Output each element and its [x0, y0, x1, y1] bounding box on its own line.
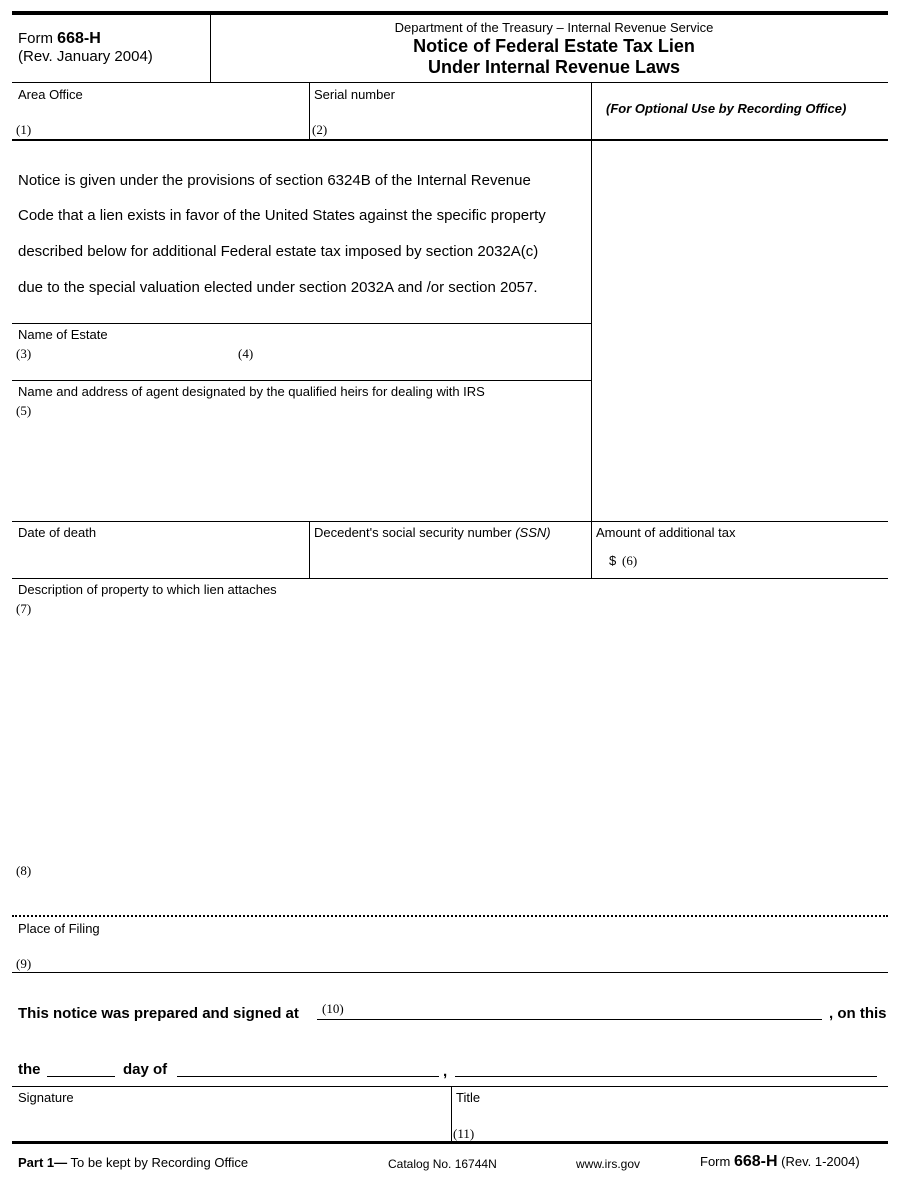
name-of-estate-label: Name of Estate — [18, 327, 108, 342]
notice-line-3: described below for additional Federal estate tax imposed by section 2032A(c) — [18, 243, 539, 260]
notice-line-2: Code that a lien exists in favor of the United States against the specific property — [18, 207, 546, 224]
top-rule — [12, 11, 888, 15]
signature-field[interactable] — [12, 1087, 450, 1140]
agent-field[interactable] — [12, 381, 591, 521]
title-field[interactable] — [452, 1087, 888, 1140]
row-rule — [12, 139, 888, 141]
notice-line-4: due to the special valuation elected under section 2032A and /or section 2057. — [18, 279, 538, 296]
additional-tax-label: Amount of additional tax — [596, 525, 736, 540]
place-of-filing-marker: (9) — [16, 956, 32, 971]
title-marker: (11) — [453, 1126, 475, 1141]
form-id-block — [18, 30, 153, 66]
form-title-line2: Under Internal Revenue Laws — [427, 57, 681, 77]
date-of-death-label: Date of death — [18, 525, 97, 540]
date-comma: , — [443, 1063, 448, 1080]
property-description-field[interactable] — [12, 579, 888, 915]
day-of-text: day of — [123, 1061, 168, 1078]
row-rule — [12, 972, 888, 973]
area-office-marker: (1) — [16, 122, 32, 137]
agency-name: Department of the Treasury – Internal Revenue Service — [394, 20, 714, 35]
dotted-divider — [12, 915, 888, 917]
footer-form-prefix: Form — [700, 1154, 731, 1169]
agent-marker: (5) — [16, 403, 32, 418]
footer-form-revision: (Rev. 1-2004) — [781, 1154, 860, 1169]
footer-part-text: To be kept by Recording Office — [70, 1155, 249, 1170]
name-of-estate-marker-4: (4) — [238, 346, 254, 361]
prepared-text: This notice was prepared and signed at — [18, 1005, 299, 1022]
serial-number-label: Serial number — [314, 87, 395, 102]
place-of-filing-field[interactable] — [12, 918, 888, 972]
the-text: the — [18, 1061, 41, 1078]
footer-form-id — [700, 1153, 860, 1171]
additional-tax-currency: $ — [609, 553, 617, 568]
form-revision: (Rev. January 2004) — [18, 48, 153, 65]
bottom-rule — [12, 1141, 888, 1144]
serial-number-marker: (2) — [312, 122, 328, 137]
property-description-marker-8: (8) — [16, 863, 32, 878]
month-field[interactable] — [177, 1058, 439, 1077]
area-office-label: Area Office — [18, 87, 83, 102]
year-field[interactable] — [455, 1058, 877, 1077]
prepared-location-marker: (10) — [322, 1001, 344, 1016]
additional-tax-marker: (6) — [622, 553, 638, 568]
title-label: Title — [456, 1090, 481, 1105]
form-prefix: Form — [18, 30, 53, 47]
place-of-filing-label: Place of Filing — [18, 921, 100, 936]
day-field[interactable] — [47, 1058, 115, 1077]
recording-office-area[interactable] — [592, 141, 888, 521]
prepared-location-field[interactable] — [317, 1000, 822, 1020]
name-of-estate-marker-3: (3) — [16, 346, 32, 361]
ssn-label — [314, 525, 551, 540]
footer-part-label: Part 1— — [18, 1155, 68, 1170]
optional-use-label: (For Optional Use by Recording Office) — [606, 101, 847, 116]
signature-label: Signature — [18, 1090, 74, 1105]
property-description-marker-7: (7) — [16, 601, 32, 616]
footer-form-number: 668-H — [733, 1153, 778, 1170]
notice-line-1: Notice is given under the provisions of section 6324B of the Internal Revenue — [18, 172, 531, 189]
header-title-block — [211, 20, 897, 78]
prepared-suffix: , on this — [829, 1005, 887, 1022]
ssn-label-text: Decedent's social security number — [314, 525, 512, 540]
ssn-label-abbr: (SSN) — [515, 525, 551, 540]
form-number: 668-H — [57, 30, 101, 47]
footer-catalog: Catalog No. 16744N — [388, 1157, 497, 1171]
footer-website[interactable]: www.irs.gov — [576, 1157, 641, 1171]
footer-part — [18, 1155, 248, 1171]
property-description-label: Description of property to which lien attaches — [18, 582, 277, 597]
form-title-line1: Notice of Federal Estate Tax Lien — [413, 36, 695, 56]
agent-label: Name and address of agent designated by the qualified heirs for dealing with IRS — [18, 384, 485, 399]
